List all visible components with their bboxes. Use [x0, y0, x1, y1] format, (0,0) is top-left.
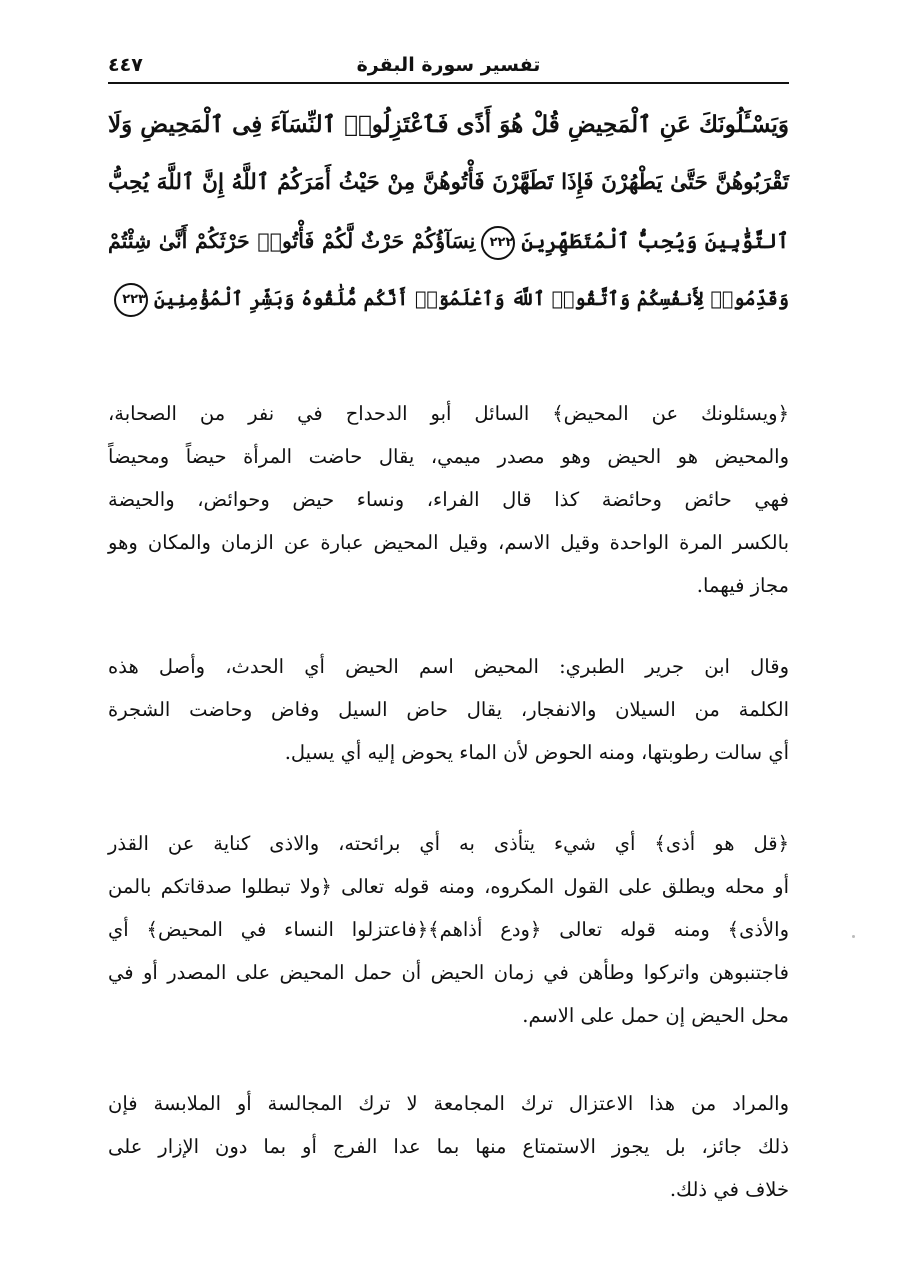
header-rule	[108, 82, 789, 84]
text-line: ﴿قل هو أذى﴾ أي شيء يتأذى به أي برائحته، والاذى كناية عن القذر	[108, 832, 789, 855]
verse-line	[108, 212, 789, 270]
text-line: مجاز فيهما.	[696, 574, 789, 597]
quran-verse-block	[108, 96, 789, 328]
text-line: أي سالت رطوبتها، ومنه الحوض لأن الماء يحوض إليه أي يسيل.	[284, 741, 789, 764]
text-line: فاجتنبوهن واتركوا وطأهن في زمان الحيض أن حمل المحيض على المصدر أو في	[108, 961, 789, 984]
commentary-paragraph	[108, 392, 789, 607]
text-line: فهي حائض وحائضة كذا قال الفراء، ونساء حيض وحوائض، والحيضة	[108, 488, 789, 511]
commentary-paragraph	[108, 1082, 789, 1211]
verse-line: وَيَسْـَٔلُونَكَ عَنِ ٱلْمَحِيضِ قُلْ هُوَ أَذًى فَٱعْتَزِلُوا۟ ٱلنِّسَآءَ فِى ٱلْمَحِيضِ وَلَا	[108, 111, 789, 138]
text-line: أو محله ويطلق على القول المكروه، ومنه قوله تعالى ﴿ولا تبطلوا صدقاتكم بالمن	[108, 875, 789, 898]
verse-text: وَقَدِّمُوا۟ لِأَنفُسِكُمْ وَٱتَّقُوا۟ ٱللَّهَ وَٱعْلَمُوٓا۟ أَنَّكُم مُّلَٰقُوهُ وَبَشِّرِ ٱلْمُؤْمِنِينَ	[154, 288, 789, 310]
text-line: وقال ابن جرير الطبري: المحيض اسم الحيض أي الحدث، وأصل هذه	[108, 655, 789, 678]
text-line: والأذى﴾ ومنه قوله تعالى ﴿ودع أذاهم﴾﴿فاعتزلوا النساء في المحيض﴾ أي	[108, 918, 789, 941]
text-line: والمحيض هو الحيض وهو مصدر ميمي، يقال حاضت المرأة حيضاً ومحيضاً	[108, 445, 789, 468]
text-line: بالكسر المرة الواحدة وقيل الاسم، وقيل المحيض عبارة عن الزمان والمكان وهو	[108, 531, 789, 554]
commentary-paragraph	[108, 645, 789, 774]
text-line: محل الحيض إن حمل على الاسم.	[522, 1004, 789, 1027]
text-line: ذلك جائز، بل يجوز الاستمتاع منها بما عدا الفرج أو بما دون الإزار على	[108, 1135, 789, 1158]
verse-text: نِسَآؤُكُمْ حَرْثٌ لَّكُمْ فَأْتُوا۟ حَرْثَكُمْ أَنَّىٰ شِئْتُمْ	[108, 229, 476, 253]
text-line: ﴿ويسئلونك عن المحيض﴾ السائل أبو الدحداح في نفر من الصحابة،	[108, 402, 789, 425]
ayah-number-marker: ٢٢٢	[481, 226, 515, 260]
text-line: والمراد من هذا الاعتزال ترك المجامعة لا ترك المجالسة أو الملابسة فإن	[108, 1092, 789, 1115]
verse-line	[108, 270, 789, 328]
text-line: الكلمة من السيلان والانفجار، يقال حاض السيل وفاض وحاضت الشجرة	[108, 698, 789, 721]
verse-line: تَقْرَبُوهُنَّ حَتَّىٰ يَطْهُرْنَ فَإِذَا تَطَهَّرْنَ فَأْتُوهُنَّ مِنْ حَيْثُ أَمَرَكُمُ ٱللَّهُ إِنَّ ٱللَّهَ يُحِبُّ	[108, 170, 789, 195]
ayah-number-marker: ٢٢٣	[114, 283, 148, 317]
page-number: ٤٤٧	[108, 54, 143, 76]
text-line: خلاف في ذلك.	[669, 1178, 789, 1201]
verse-text: ٱلتَّوَّٰبِينَ وَيُحِبُّ ٱلْمُتَطَهِّرِينَ	[521, 229, 789, 253]
page-header	[108, 52, 789, 82]
commentary-paragraph	[108, 822, 789, 1037]
scan-speck	[852, 935, 855, 938]
running-title: تفسير سورة البقرة	[356, 54, 541, 76]
